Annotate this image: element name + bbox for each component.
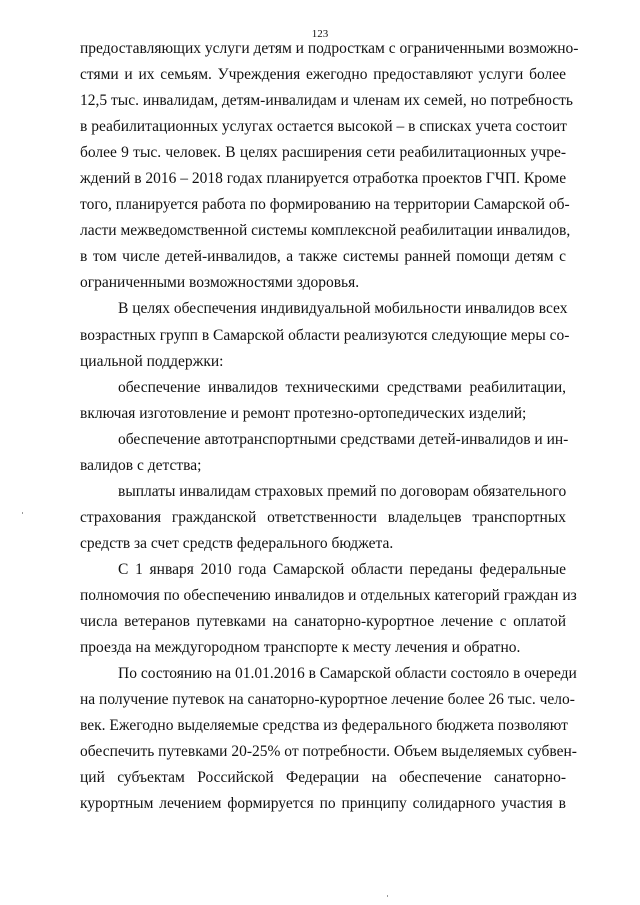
text-line: на получение путевок на санаторно-курортное лечение более 26 тыс. чело- [80, 691, 575, 709]
text-line: С 1 января 2010 года Самарской области переданы федеральные [118, 560, 566, 578]
text-line: обеспечение инвалидов техническими средствами реабилитации, [118, 378, 566, 396]
paragraph-sanatorium-queue [80, 661, 577, 817]
text-line: страхования гражданской ответственности владельцев транспортных [80, 508, 566, 526]
text-line: стями и их семьям. Учреждения ежегодно предоставляют услуги более [80, 66, 566, 84]
paragraph-federal-powers [80, 557, 577, 661]
text-line: возрастных групп в Самарской области реализуются следующие меры со- [80, 326, 570, 344]
text-line: предоставляющих услуги детям и подросткам с ограниченными возможно- [80, 40, 579, 57]
text-line: полномочия по обеспечению инвалидов и отдельных категорий граждан из [80, 586, 577, 604]
paragraph-technical-means [80, 375, 566, 427]
text-line: числа ветеранов путевками на санаторно-курортное лечение с оплатой [80, 613, 566, 631]
text-line: включая изготовление и ремонт протезно-ортопедических изделий; [80, 404, 527, 422]
text-line: циальной поддержки: [80, 352, 224, 370]
text-line: выплаты инвалидам страховых премий по договорам обязательного [118, 482, 567, 500]
text-line: валидов с детства; [80, 456, 202, 474]
text-line: того, планируется работа по формированию на территории Самарской об- [80, 196, 570, 214]
text-line: обеспечить путевками 20-25% от потребности. Объем выделяемых субвен- [80, 743, 577, 761]
text-line: ждений в 2016 – 2018 годах планируется отработка проектов ГЧП. Кроме [80, 170, 567, 188]
text-line: проезда на междугородном транспорте к месту лечения и обратно. [80, 639, 521, 657]
paragraph-mobility-measures [80, 296, 570, 374]
paragraph-vehicles [80, 427, 569, 479]
paragraph-rehab-services [80, 36, 579, 296]
text-line: ций субъектам Российской Федерации на обеспечение санаторно- [80, 769, 566, 787]
text-line: ограниченными возможностями здоровья. [80, 274, 360, 292]
text-line: В целях обеспечения индивидуальной мобильности инвалидов всех [118, 300, 568, 318]
text-line: обеспечение автотранспортными средствами детей-инвалидов и ин- [118, 430, 569, 448]
document-body [80, 36, 579, 817]
scan-speck [387, 895, 388, 897]
text-line: По состоянию на 01.01.2016 в Самарской области состояло в очереди [118, 665, 577, 683]
text-line: средств за счет средств федерального бюджета. [80, 534, 394, 552]
paragraph-insurance [80, 479, 566, 557]
scan-speck [22, 512, 23, 514]
page-number: 123 [311, 28, 329, 40]
text-line: в реабилитационных услугах остается высокой – в списках учета состоит [80, 118, 567, 136]
text-line: курортным лечением формируется по принципу солидарного участия в [80, 795, 566, 813]
text-line: более 9 тыс. человек. В целях расширения сети реабилитационных учре- [80, 144, 566, 162]
text-line: век. Ежегодно выделяемые средства из федерального бюджета позволяют [80, 717, 568, 735]
text-line: ласти межведомственной системы комплексной реабилитации инвалидов, [80, 222, 571, 240]
text-line: в том числе детей-инвалидов, а также системы ранней помощи детям с [80, 248, 566, 266]
text-line: 12,5 тыс. инвалидам, детям-инвалидам и членам их семей, но потребность [80, 92, 573, 110]
